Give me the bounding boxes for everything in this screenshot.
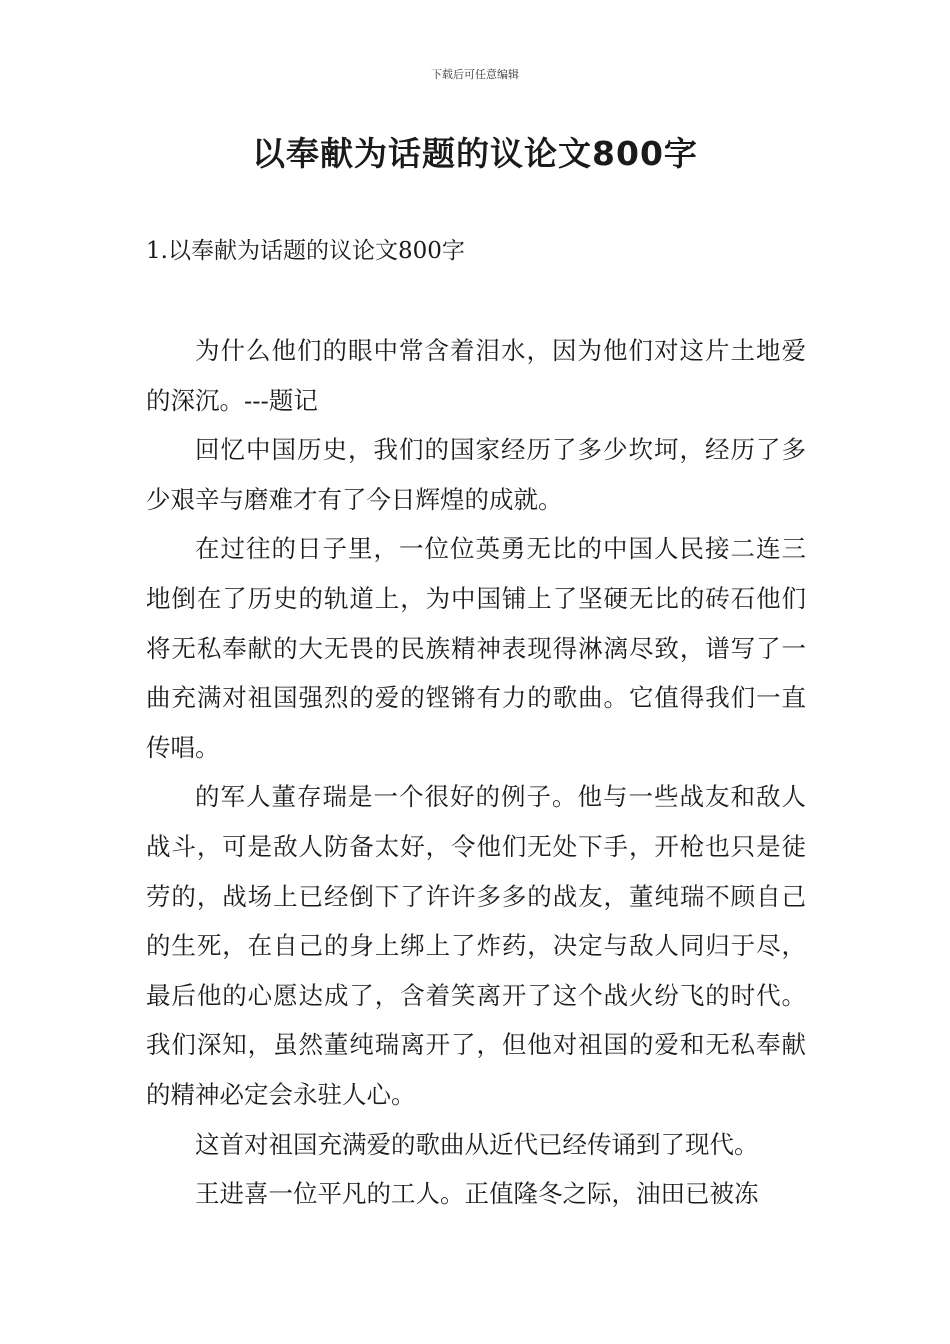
paragraph-song: 这首对祖国充满爱的歌曲从近代已经传诵到了现代。: [195, 1129, 759, 1159]
paragraph-heroes: 在过往的日子里，一位位英勇无比的中国人民接二连三地倒在了历史的轨道上，为中国铺上了坚硬无比的砖石他们将无私奉献的大无畏的民族精神表现得淋漓尽致，谱写了一曲充满对祖国强烈的爱的铿锵有力的歌曲。它值得我们一直传唱。: [146, 534, 806, 762]
paragraph-epigraph: 为什么他们的眼中常含着泪水，因为他们对这片土地爱的深沉。---题记: [146, 336, 806, 415]
paragraph-history: 回忆中国历史，我们的国家经历了多少坎坷，经历了多少艰辛与磨难才有了今日辉煌的成就。: [146, 435, 806, 514]
header-note: 下载后可任意编辑: [431, 68, 519, 81]
section-heading: 1.以奉献为话题的议论文800字: [146, 238, 465, 264]
document-body: [146, 326, 806, 1219]
paragraph-dong-cunrui: 的军人董存瑞是一个很好的例子。他与一些战友和敌人战斗，可是敌人防备太好，令他们无处下手，开枪也只是徒劳的，战场上已经倒下了许许多多的战友，董纯瑞不顾自己的生死，在自己的身上绑上了炸药，决定与敌人同归于尽，最后他的心愿达成了，含着笑离开了这个战火纷飞的时代。我们深知，虽然董纯瑞离开了，但他对祖国的爱和无私奉献的精神必定会永驻人心。: [146, 782, 806, 1109]
paragraph-wang-jinxi: 王进喜一位平凡的工人。正值隆冬之际，油田已被冻: [195, 1179, 759, 1209]
document-title: 以奉献为话题的议论文800字: [252, 134, 698, 173]
